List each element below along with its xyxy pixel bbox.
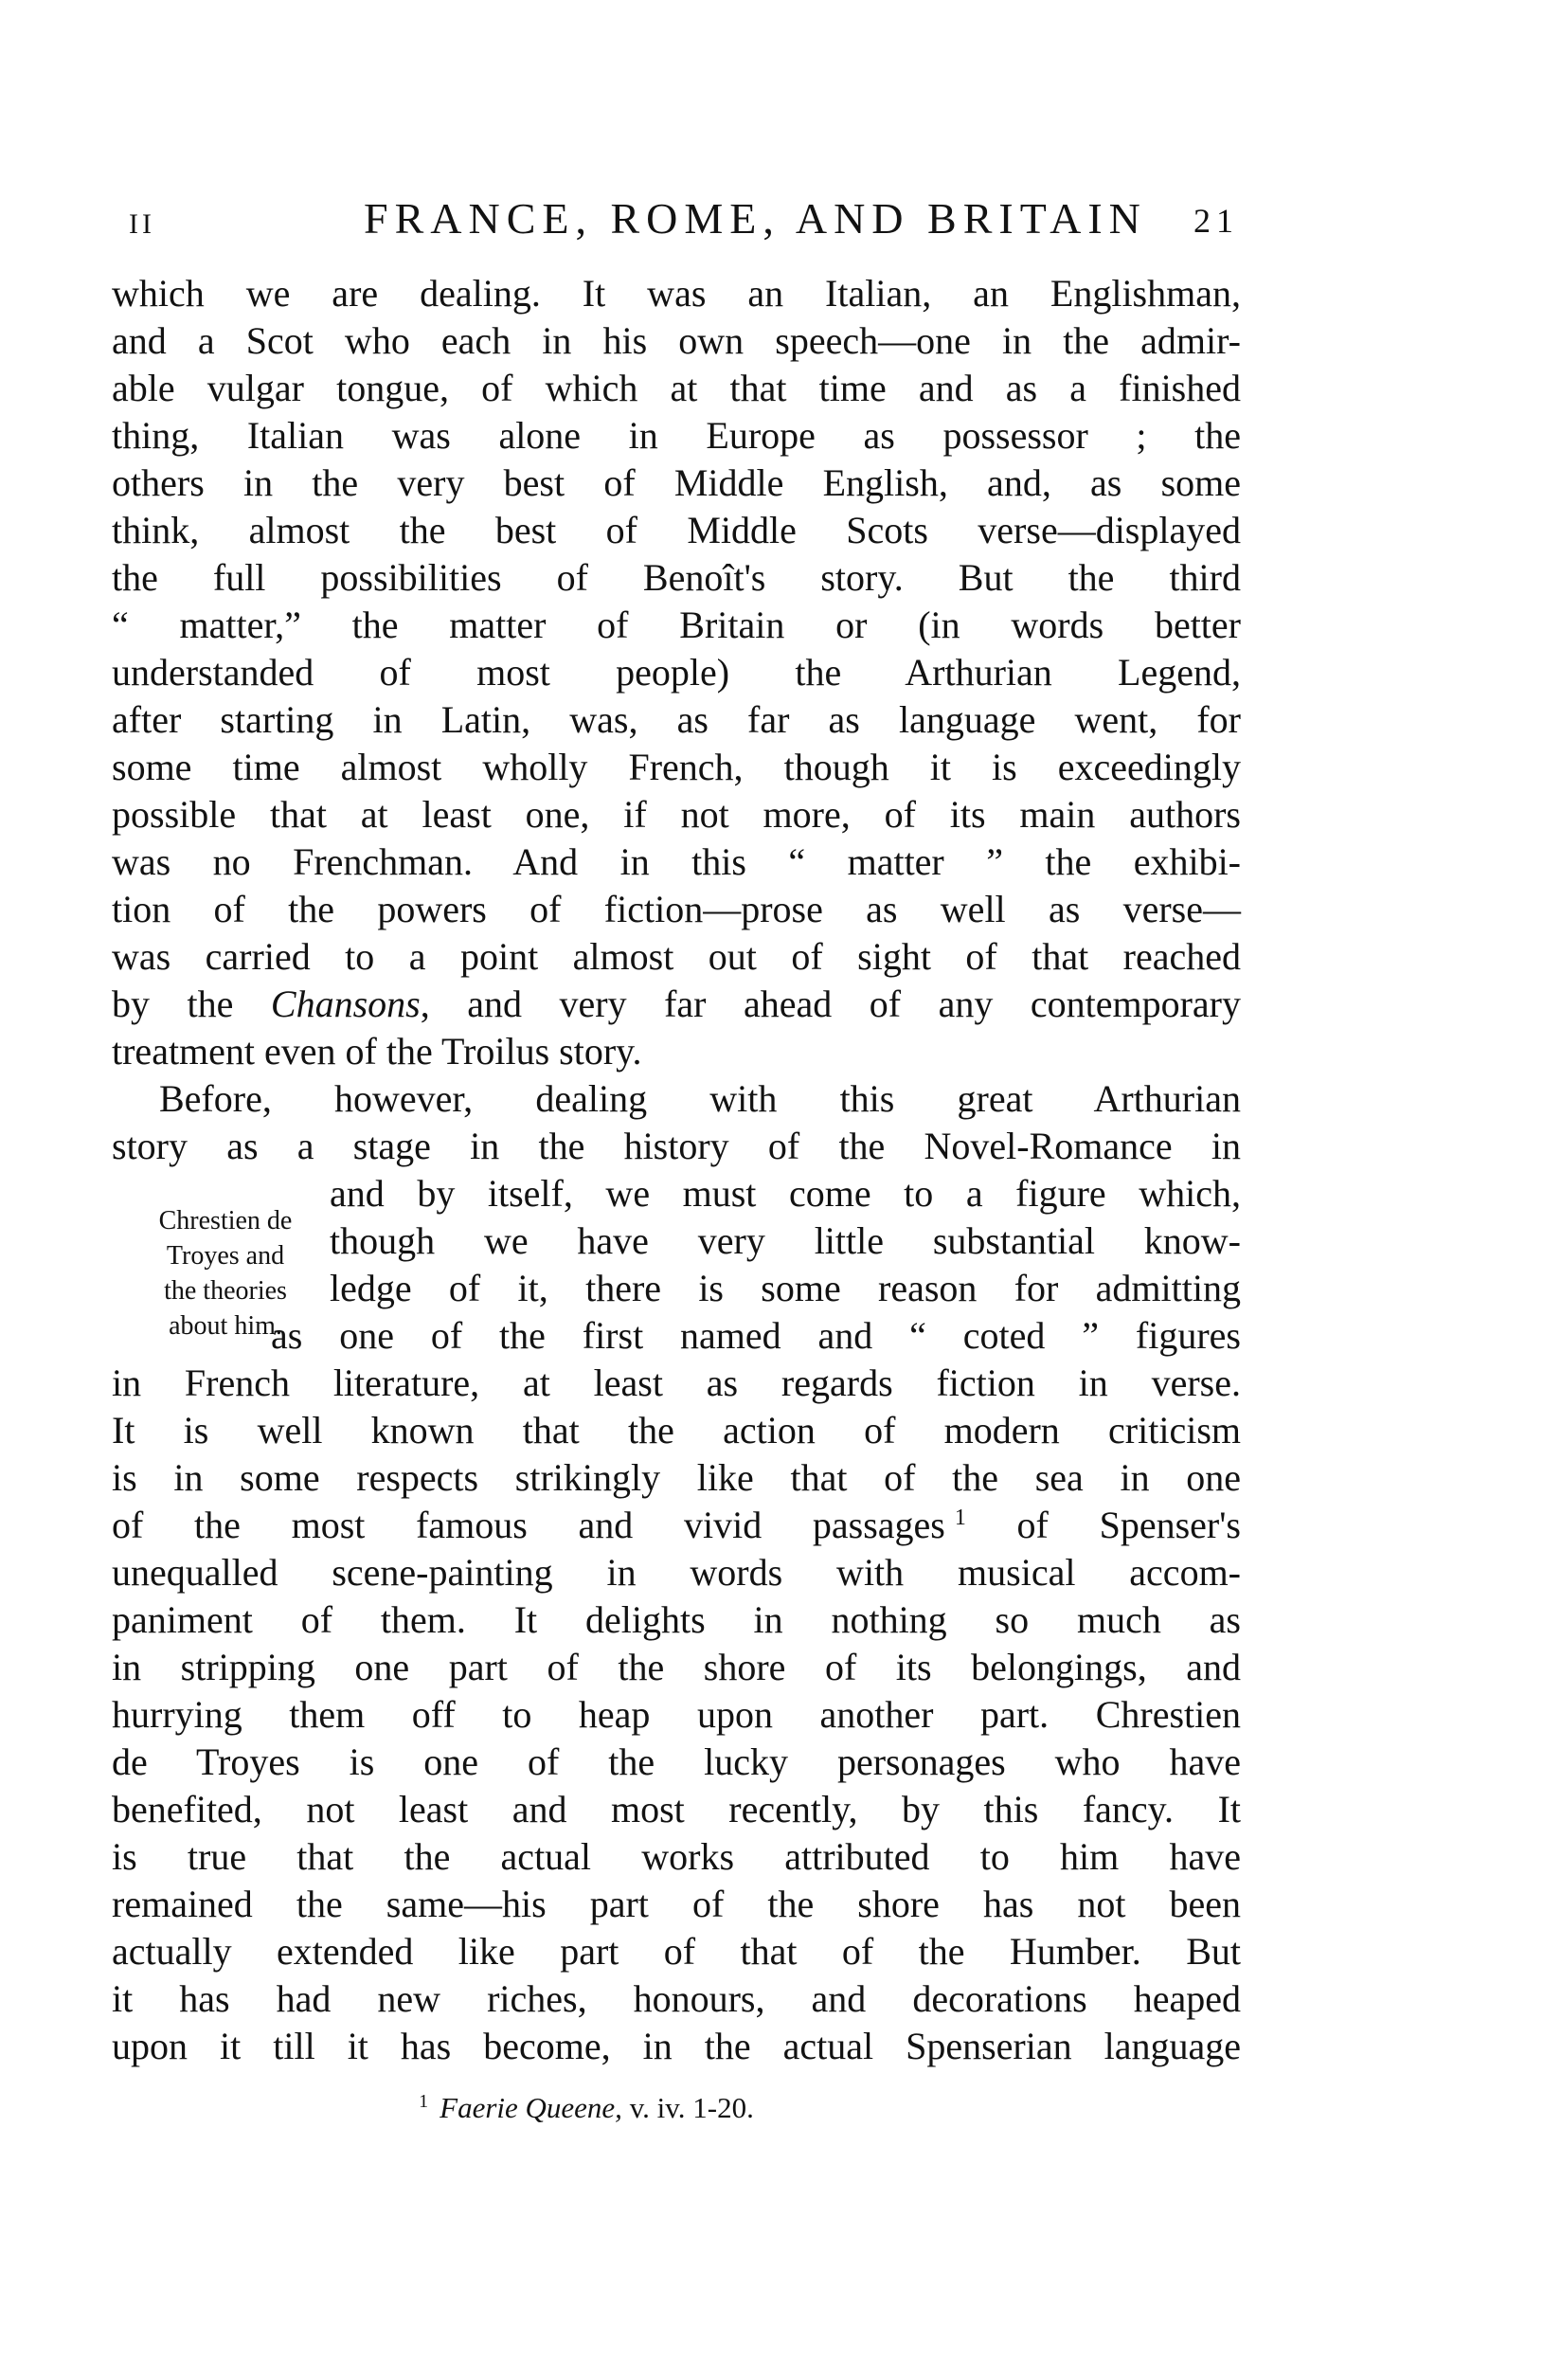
text-line: possible that at least one, if not more, of its main authors <box>112 793 1241 836</box>
text-line: was no Frenchman. And in this “ matter ” the exhibi- <box>112 840 1241 883</box>
text-segment: , and very far ahead of any contemporary <box>420 983 1242 1025</box>
text-line: de Troyes is one of the lucky personages who have <box>112 1740 1241 1783</box>
paragraph-end-line: treatment even of the Troilus story. <box>112 1030 642 1073</box>
margin-note-line: about him. <box>169 1311 282 1341</box>
text-line <box>112 981 1241 1028</box>
text-line: unequalled scene-painting in words with musical accom- <box>112 1551 1241 1594</box>
margin-note <box>133 1203 318 1343</box>
text-line-beside-sidenote: though we have very little substantial know- <box>330 1219 1241 1262</box>
text-line: understanded of most people) the Arthurian Legend, <box>112 651 1241 694</box>
margin-note-line: Troyes and <box>166 1241 285 1271</box>
text-line: in stripping one part of the shore of its belongings, and <box>112 1646 1241 1688</box>
footnote-work-title: Faerie Queene, <box>440 2091 622 2124</box>
text-line: tion of the powers of fiction—prose as well as verse— <box>112 888 1241 930</box>
page-number: 21 <box>1193 202 1239 240</box>
text-line: in French literature, at least as regards fiction in verse. <box>112 1361 1241 1404</box>
text-segment: of the most famous and vivid passages <box>112 1504 945 1546</box>
text-line: thing, Italian was alone in Europe as possessor ; the <box>112 414 1241 457</box>
chapter-number: II <box>129 208 155 240</box>
text-line: hurrying them off to heap upon another part. Chrestien <box>112 1693 1241 1736</box>
footnote-text <box>419 2091 754 2124</box>
text-line: others in the very best of Middle English, and, as some <box>112 461 1241 504</box>
text-line: some time almost wholly French, though it is exceedingly <box>112 746 1241 788</box>
text-line: and a Scot who each in his own speech—one in the admir- <box>112 319 1241 362</box>
text-block <box>112 270 1242 2124</box>
running-title: FRANCE, ROME, AND BRITAIN <box>364 194 1147 243</box>
footnote-marker: 1 <box>419 2090 429 2112</box>
text-line: upon it till it has become, in the actual Spenserian language <box>112 2025 1241 2067</box>
margin-note-line: the theories <box>164 1276 287 1306</box>
paragraph-start-line: Before, however, dealing with this great Arthurian <box>159 1077 1241 1120</box>
text-line-beside-sidenote: ledge of it, there is some reason for admitting <box>330 1267 1241 1309</box>
text-line: after starting in Latin, was, as far as language went, for <box>112 698 1241 741</box>
page-header <box>112 193 1241 244</box>
text-segment: of Spenser's <box>965 1504 1241 1546</box>
text-line: think, almost the best of Middle Scots verse—displayed <box>112 509 1241 551</box>
text-line: it has had new riches, honours, and decorations heaped <box>112 1977 1241 2020</box>
italic-book-title: Chansons <box>270 983 421 1025</box>
text-line: is in some respects strikingly like that of the sea in one <box>112 1456 1241 1499</box>
text-line: “ matter,” the matter of Britain or (in words better <box>112 604 1241 646</box>
text-line: remained the same—his part of the shore has not been <box>112 1883 1241 1925</box>
text-line: paniment of them. It delights in nothing so much as <box>112 1598 1241 1641</box>
text-line: able vulgar tongue, of which at that time and as a finished <box>112 367 1241 409</box>
footnote <box>112 2089 1241 2127</box>
text-line <box>112 1502 1241 1549</box>
text-line: the full possibilities of Benoît's story. But the third <box>112 556 1241 599</box>
text-line-beside-sidenote: as one of the first named and “ coted ” figures <box>271 1314 1241 1357</box>
text-line: which we are dealing. It was an Italian, an Englishman, <box>112 272 1241 315</box>
text-line: actually extended like part of that of the Humber. But <box>112 1930 1241 1973</box>
footnote-reference: v. iv. 1-20. <box>629 2091 754 2124</box>
text-line: was carried to a point almost out of sight of that reached <box>112 935 1241 978</box>
text-line: It is well known that the action of modern criticism <box>112 1409 1241 1451</box>
margin-note-line: Chrestien de <box>158 1206 293 1235</box>
text-segment: by the <box>112 983 271 1025</box>
text-line: story as a stage in the history of the Novel-Romance in <box>112 1125 1241 1167</box>
text-line: is true that the actual works attributed to him have <box>112 1835 1241 1878</box>
text-line-beside-sidenote: and by itself, we must come to a figure which, <box>330 1172 1241 1215</box>
text-line: benefited, not least and most recently, by this fancy. It <box>112 1788 1241 1830</box>
footnote-reference-mark: 1 <box>954 1505 966 1530</box>
